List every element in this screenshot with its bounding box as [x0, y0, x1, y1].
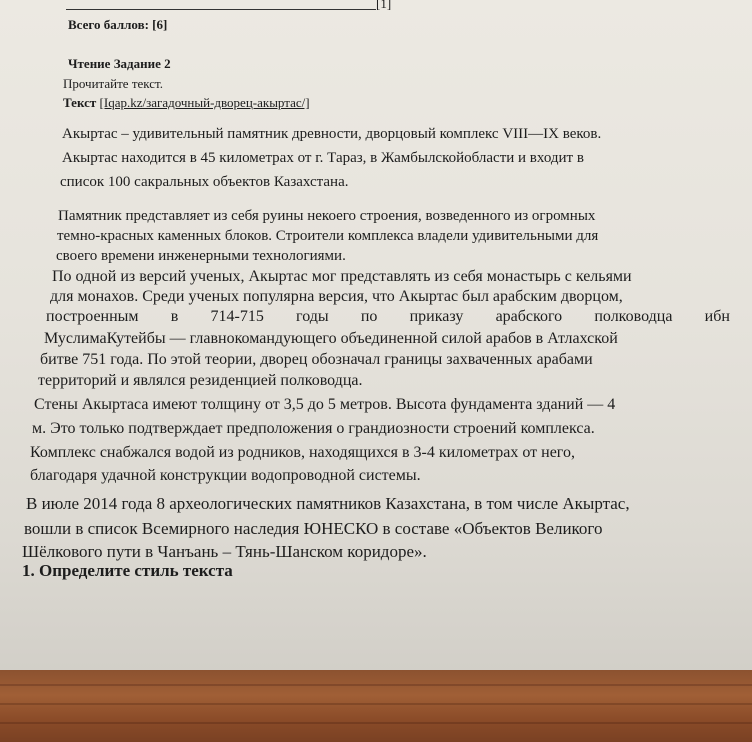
- word: 714-715: [210, 308, 264, 325]
- word: арабского: [495, 308, 563, 325]
- p2-line-1: Памятник представляет из себя руины некоего строения, возведенного из огромных: [58, 208, 596, 224]
- word: ибн: [704, 308, 730, 325]
- wooden-table: [0, 670, 752, 742]
- p2-justified-line: [46, 308, 730, 326]
- mark-label: [1]: [376, 0, 392, 11]
- task-title: Чтение Задание 2: [68, 56, 171, 71]
- wood-grain: [0, 684, 752, 686]
- p2-line-5: для монахов. Среди ученых популярна версия, что Акыртас был арабским дворцом,: [50, 288, 623, 305]
- total-score: Всего баллов: [6]: [68, 17, 168, 32]
- source-label: Текст: [63, 95, 97, 110]
- p2-line-3: своего времени инженерными технологиями.: [56, 248, 346, 264]
- answer-line: [66, 9, 376, 10]
- p2-line-4: По одной из версий ученых, Акыртас мог представлять из себя монастырь с кельями: [52, 268, 632, 285]
- p1-line-3: список 100 сакральных объектов Казахстана.: [60, 174, 349, 190]
- question-1: 1. Определите стиль текста: [22, 561, 233, 580]
- wood-grain: [0, 722, 752, 724]
- source-line: [63, 95, 310, 111]
- p4-line-3: Шёлкового пути в Чанъань – Тянь-Шанском коридоре».: [22, 542, 427, 561]
- p4-line-1: В июле 2014 года 8 археологических памятников Казахстана, в том числе Акыртас,: [26, 494, 630, 513]
- wood-grain: [0, 703, 752, 705]
- p2b-line-2: битве 751 года. По этой теории, дворец обозначал границы захваченных арабами: [40, 351, 593, 368]
- word: приказу: [409, 308, 464, 325]
- p2b-line-3: территорий и являлся резиденцией полководца.: [38, 372, 363, 389]
- p3-line-2: м. Это только подтверждает предположения о грандиозности строений комплекса.: [32, 420, 595, 437]
- word: годы: [296, 308, 329, 325]
- word: полководца: [594, 308, 673, 325]
- p1-line-2: Акыртас находится в 45 километрах от г. Тараз, в Жамбылскойобласти и входит в: [62, 150, 584, 166]
- p2b-line-1: МуслимаКутейбы — главнокомандующего объединенной силой арабов в Атлахской: [44, 330, 618, 347]
- source-link[interactable]: [Iqap.kz/загадочный-дворец-акыртас/]: [99, 95, 310, 110]
- word: построенным: [46, 308, 139, 325]
- p3-line-4: благодаря удачной конструкции водопроводной системы.: [30, 467, 421, 484]
- word: в: [170, 308, 179, 325]
- task-instruction: Прочитайте текст.: [63, 76, 163, 91]
- p3-line-3: Комплекс снабжался водой из родников, находящихся в 3-4 километрах от него,: [30, 444, 575, 461]
- p3-line-1: Стены Акыртаса имеют толщину от 3,5 до 5 метров. Высота фундамента зданий — 4: [34, 396, 616, 413]
- p1-line-1: Акыртас – удивительный памятник древности, дворцовый комплекс VIII—IX веков.: [62, 126, 602, 142]
- word: по: [360, 308, 378, 325]
- p2-line-2: темно-красных каменных блоков. Строители комплекса владели удивительными для: [57, 228, 599, 244]
- p4-line-2: вошли в список Всемирного наследия ЮНЕСКО в составе «Объектов Великого: [24, 519, 603, 538]
